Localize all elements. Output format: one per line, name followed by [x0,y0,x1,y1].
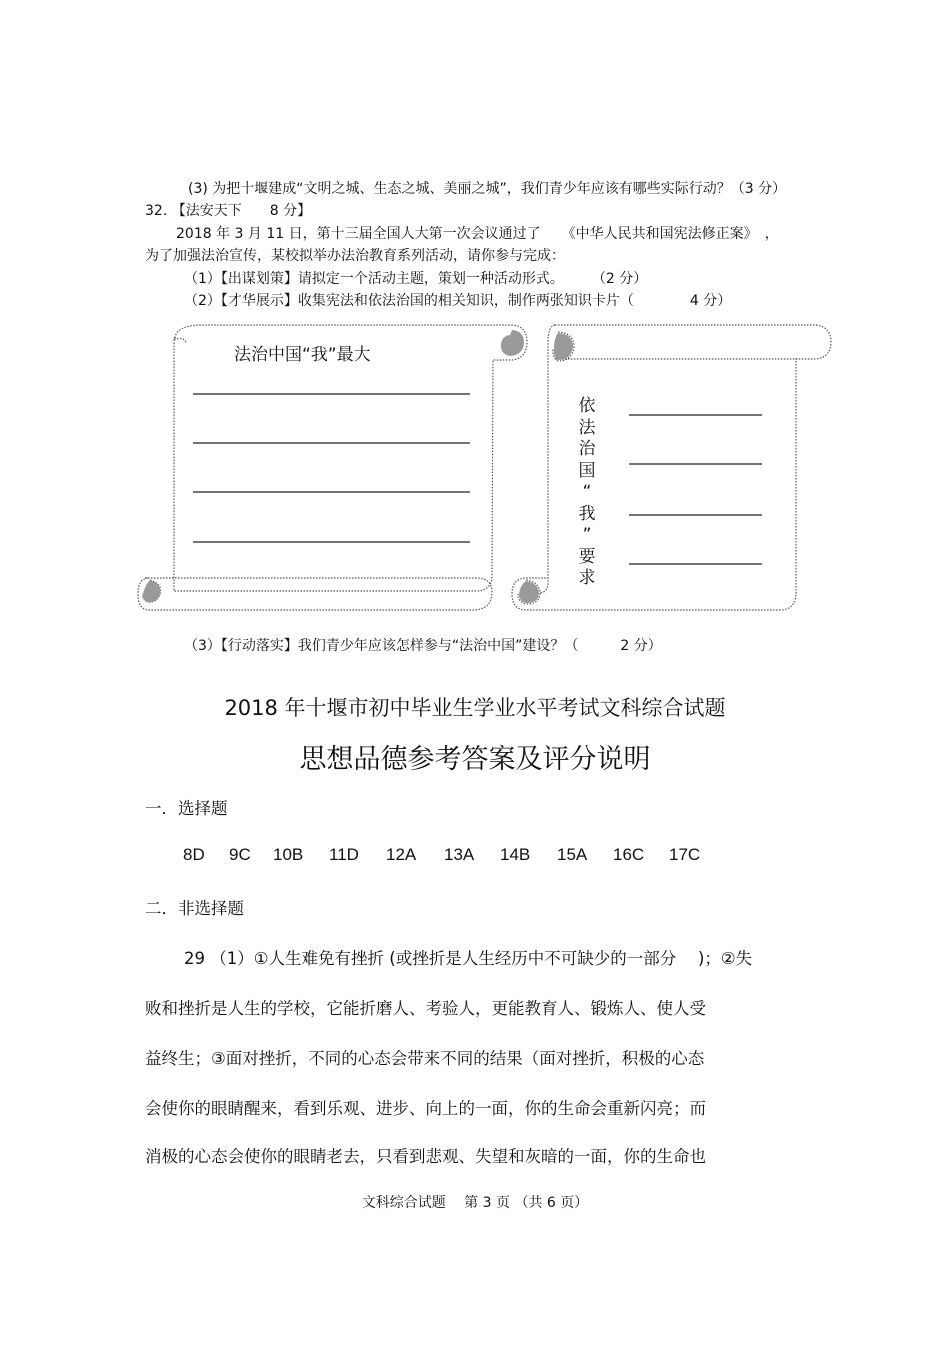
left-scroll-card [138,325,527,610]
page-footer: 文科综合试题 第 3 页 （共 6 页） [361,1195,589,1211]
right-card-vertical-title [578,396,596,590]
left-card-top-curl [501,330,524,356]
vertical-char: 治 [578,439,596,459]
question-32-intro-line1: 2018 年 3 月 11 日，第十三届全国人大第一次会议通过了 《中华人民共和国宪法修正案》 ， [176,226,779,242]
choice-answer: 11D [329,845,359,864]
choice-answer: 12A [386,845,417,864]
left-card-title: 法治中国“我”最大 [234,345,371,365]
knowledge-cards-illustration [0,0,950,640]
vertical-char: “ [582,482,592,502]
answer-key-subtitle: 思想品德参考答案及评分说明 [299,744,651,775]
part-2-label: 二．非选择题 [145,899,244,918]
choice-answer: 8D [183,845,205,864]
q29-answer-line: 消极的心态会使你的眼睛老去，只看到悲观、失望和灰暗的一面，你的生命也 [145,1147,706,1166]
choice-answer: 17C [669,845,701,864]
vertical-char: 依 [578,396,596,416]
question-32-header: 32. 【法安天下 8 分】 [145,203,312,219]
choice-answer: 14B [500,845,531,864]
choice-answer: 13A [444,845,475,864]
question-32-intro-line2: 为了加强法治宣传，某校拟举办法治教育系列活动，请你参与完成： [145,248,565,264]
vertical-char: 要 [578,546,596,567]
question-32-1: （1）【出谋划策】请拟定一个活动主题，策划一种活动形式。 （2 分） [184,271,648,287]
question-32-3: （3）【行动落实】我们青少年应该怎样参与“法治中国”建设？（ 2 分） [184,638,662,654]
question-31-3: (3) 为把十堰建成“文明之城、生态之城、美丽之城”，我们青少年应该有哪些实际行动？（3 分） [188,181,787,197]
q29-answer-line: 29 （1）①人生难免有挫折 (或挫折是人生经历中不可缺少的一部分 )；②失 [184,949,753,968]
question-32-2: （2）【才华展示】收集宪法和依法治国的相关知识，制作两张知识卡片（ 4 分） [184,293,732,309]
right-card-bottom-curl [519,581,539,603]
right-scroll-card [512,325,831,610]
vertical-char: ” [582,525,592,545]
choice-answer: 16C [613,845,645,864]
vertical-char: 我 [578,503,596,524]
choice-answer: 9C [229,845,251,864]
vertical-char: 求 [578,568,596,588]
choice-answer: 15A [557,845,588,864]
q29-answer-line: 败和挫折是人生的学校，它能折磨人、考验人，更能教育人、锻炼人、使人受 [145,999,706,1018]
vertical-char: 国 [578,460,596,481]
vertical-char: 法 [578,417,596,438]
right-card-top-curl [554,333,573,360]
q29-answer-line: 益终生；③面对挫折，不同的心态会带来不同的结果（面对挫折，积极的心态 [145,1049,705,1068]
part-1-label: 一．选择题 [145,799,228,818]
answer-key-title: 2018 年十堰市初中毕业生学业水平考试文科综合试题 [224,696,726,720]
q29-answer-line: 会使你的眼睛醒来，看到乐观、进步、向上的一面，你的生命会重新闪亮；而 [145,1099,706,1118]
choice-answer: 10B [273,845,304,864]
